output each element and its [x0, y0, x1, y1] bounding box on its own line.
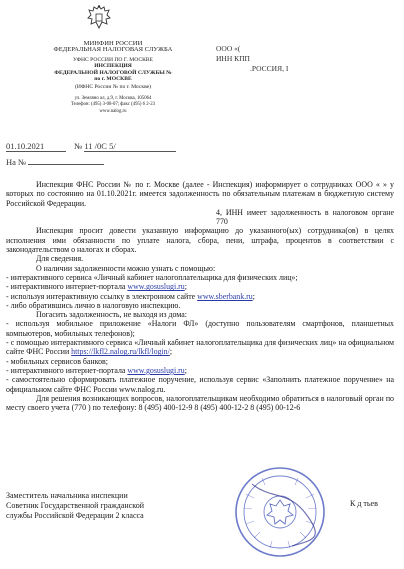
inspection-short: (ИФНС России № по г. Москве): [74, 84, 152, 91]
recipient-block: [216, 44, 386, 74]
reply-to-line: [6, 157, 104, 167]
lkfl-link[interactable]: https://lkfl2.nalog.ru/lkfl/login/: [71, 347, 170, 357]
russia-emblem-icon: [86, 4, 112, 32]
list-item-punct: ;: [169, 347, 173, 357]
list-item-text: - с помощью интерактивного сервиса «Личный кабинет налогоплательщика для физических лиц» на официальном сайте ФНС России: [6, 338, 394, 357]
recipient-location: .РОССИЯ, I: [250, 64, 289, 73]
list-item-punct: ;: [184, 282, 187, 292]
inspection-site: www.nalog.ru: [99, 108, 127, 114]
list-item: - интерактивного сервиса «Личный кабинет налогоплательщика для физических лиц»;: [6, 272, 298, 282]
signature-block: [6, 491, 216, 520]
signer-name: К д тьев: [350, 499, 378, 508]
recipient-org: ООО «(: [216, 44, 241, 53]
list-item: - используя мобильное приложение «Налоги ФЛ» (доступно пользователям смартфонов, планшетных компьютеров, мобильных телефонов);: [6, 319, 394, 338]
list-item-text: - интерактивного интернет-портала: [6, 282, 128, 292]
signer-title-line1: Заместитель начальника инспекции: [6, 491, 128, 500]
para-check-debt: О наличии задолженности можно узнать с помощью:: [36, 263, 216, 273]
reply-to-underline: [28, 164, 104, 165]
list-item-punct: ;: [252, 291, 255, 301]
date-number-line: [6, 141, 176, 152]
letter-body: [6, 180, 394, 412]
letter-date: 01.10.2021: [6, 141, 66, 152]
service-name: ФЕДЕРАЛЬНАЯ НАЛОГОВАЯ СЛУЖБА: [53, 46, 173, 54]
gosuslugi-link[interactable]: www.gosuslugi.ru: [127, 365, 185, 375]
inspection-phone: Телефон: (495) 3-08-07; факс (495) 6 2-23: [70, 102, 156, 108]
inspection-city: по г. МОСКВЕ: [94, 76, 132, 83]
para-debtor-text: 4, ИНН имеет задолженность в налоговом органе 770: [216, 207, 394, 227]
list-item: [6, 338, 394, 357]
para-request: Инспекция просит довести указанную информацию до указанного(ых) сотрудника(ов) в целях исполнения ими обязанности по уплате налога, сбора, пени, штрафа, процентов в соответствии с законодательством о налогах и сборах.: [6, 226, 394, 255]
inspection-label: ИНСПЕКЦИЯ: [94, 63, 132, 70]
letter-number: 11 /0C 5/: [84, 141, 176, 152]
signer-title-line3: службы Российской Федерации 2 класса: [6, 510, 144, 520]
para-debtor: [6, 208, 394, 227]
list-item-punct: ;: [184, 365, 187, 375]
gosuslugi-link[interactable]: www.gosuslugi.ru: [127, 282, 185, 292]
list-item: - самостоятельно сформировать платежное поручение, используя сервис «Заполнить платежное поручение» на официальном сайте ФНС России www.nalog.ru.: [6, 375, 394, 394]
number-prefix: №: [74, 141, 83, 151]
list-item: [6, 292, 394, 301]
ministry-name: МИНФИН РОССИИ: [83, 40, 143, 47]
letterhead: [28, 41, 198, 115]
official-seal-icon: [232, 464, 328, 560]
list-item-text: - используя интерактивную ссылку в электронном сайте: [6, 291, 198, 301]
list-item: - либо обратившись лично в налоговую инспекцию.: [6, 300, 181, 310]
sberbank-link[interactable]: www.sberbank.ru: [197, 291, 253, 301]
list-item: - мобильных сервисов банков;: [6, 356, 108, 366]
inspection-full: ФЕДЕРАЛЬНОЙ НАЛОГОВОЙ СЛУЖБЫ №: [54, 69, 172, 76]
list-item: [6, 366, 394, 375]
list-item-text: - интерактивного интернет-портала: [6, 365, 128, 375]
signer-title-line2: Советник Государственной гражданской: [6, 500, 144, 510]
ufns-name: УФНС РОССИИ ПО Г. МОСКВЕ: [73, 56, 153, 63]
inspection-address: ул. Земляно ал, д.9, г. Москва, 105064: [74, 95, 152, 101]
para-for-info: Для сведения.: [36, 254, 84, 264]
list-item: [6, 282, 394, 291]
recipient-inn-kpp: ИНН КПП: [216, 54, 250, 63]
para-contacts: Для решения возникающих вопросов, налогоплательщикам необходимо обратиться в налоговый орган по месту своего учета (770 ) по телефону: 8 (495) 400-12-9 8 (495) 400-12-2 8 (495) 00-12-6: [6, 393, 394, 413]
para-intro: Инспекция ФНС России № по г. Москве (далее - Инспекция) информирует о сотрудниках ООО « » у которых по состоянию на 01.10.2021г. имеется задолженность по обязательным платежам в бюджетную систему Российской Федерации.: [6, 180, 394, 208]
para-pay-debt: Погасить задолженность, не выходя из дома:: [36, 310, 187, 320]
reply-to-label: На №: [6, 157, 27, 167]
